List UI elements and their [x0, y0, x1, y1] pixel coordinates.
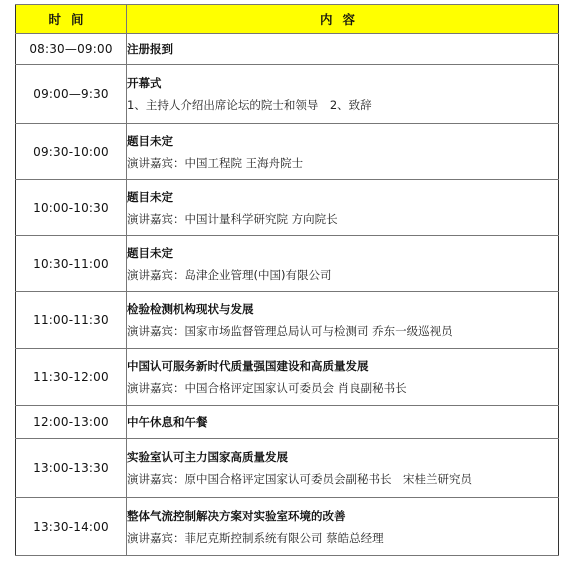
time-cell: 08:30—09:00	[16, 34, 127, 65]
content-cell	[127, 236, 559, 292]
session-detail: 演讲嘉宾：中国工程院 王海舟院士	[127, 155, 304, 170]
table-row	[16, 65, 559, 124]
session-title: 中午休息和午餐	[127, 415, 208, 429]
content-cell	[127, 292, 559, 349]
time-cell: 12:00-13:00	[16, 406, 127, 439]
session-detail: 演讲嘉宾：国家市场监督管理总局认可与检测司 乔东一级巡视员	[127, 324, 453, 338]
content-cell	[127, 124, 559, 180]
session-detail: 演讲嘉宾：岛津企业管理(中国)有限公司	[127, 267, 332, 282]
content-cell	[127, 439, 559, 498]
content-cell	[127, 34, 559, 65]
session-detail: 1、主持人介绍出席论坛的院士和领导 2、致辞	[127, 98, 372, 112]
content-cell	[127, 349, 559, 406]
table-row	[16, 349, 559, 406]
content-cell	[127, 65, 559, 124]
session-title: 中国认可服务新时代质量强国建设和高质量发展	[127, 359, 369, 373]
time-cell: 09:30-10:00	[16, 124, 127, 180]
content-cell	[127, 406, 559, 439]
session-title: 注册报到	[127, 42, 173, 56]
time-cell: 11:00-11:30	[16, 292, 127, 349]
table-row	[16, 292, 559, 349]
table-row	[16, 406, 559, 439]
header-content: 内容	[127, 5, 559, 34]
session-title: 实验室认可主力国家高质量发展	[127, 450, 288, 464]
session-detail: 演讲嘉宾：中国合格评定国家认可委员会 肖良副秘书长	[127, 381, 407, 395]
session-title: 整体气流控制解决方案对实验室环境的改善	[127, 508, 346, 523]
content-cell	[127, 180, 559, 236]
time-cell: 13:30-14:00	[16, 498, 127, 556]
table-row	[16, 498, 559, 556]
schedule-table	[15, 4, 559, 556]
session-detail: 演讲嘉宾：中国计量科学研究院 方向院长	[127, 211, 338, 226]
content-cell	[127, 498, 559, 556]
table-row	[16, 236, 559, 292]
header-row	[16, 5, 559, 34]
session-title: 题目未定	[127, 189, 173, 204]
time-cell: 13:00-13:30	[16, 439, 127, 498]
session-title: 题目未定	[127, 245, 173, 260]
table-row	[16, 34, 559, 65]
session-detail: 演讲嘉宾：菲尼克斯控制系统有限公司 蔡皓总经理	[127, 530, 384, 545]
table-row	[16, 439, 559, 498]
session-title: 检验检测机构现状与发展	[127, 302, 254, 316]
session-detail: 演讲嘉宾：原中国合格评定国家认可委员会副秘书长 宋桂兰研究员	[127, 472, 472, 486]
table-row	[16, 124, 559, 180]
session-title: 开幕式	[127, 76, 162, 90]
table-row	[16, 180, 559, 236]
header-time: 时间	[16, 5, 127, 34]
time-cell: 09:00—9:30	[16, 65, 127, 124]
time-cell: 11:30-12:00	[16, 349, 127, 406]
session-title: 题目未定	[127, 133, 173, 148]
time-cell: 10:00-10:30	[16, 180, 127, 236]
time-cell: 10:30-11:00	[16, 236, 127, 292]
